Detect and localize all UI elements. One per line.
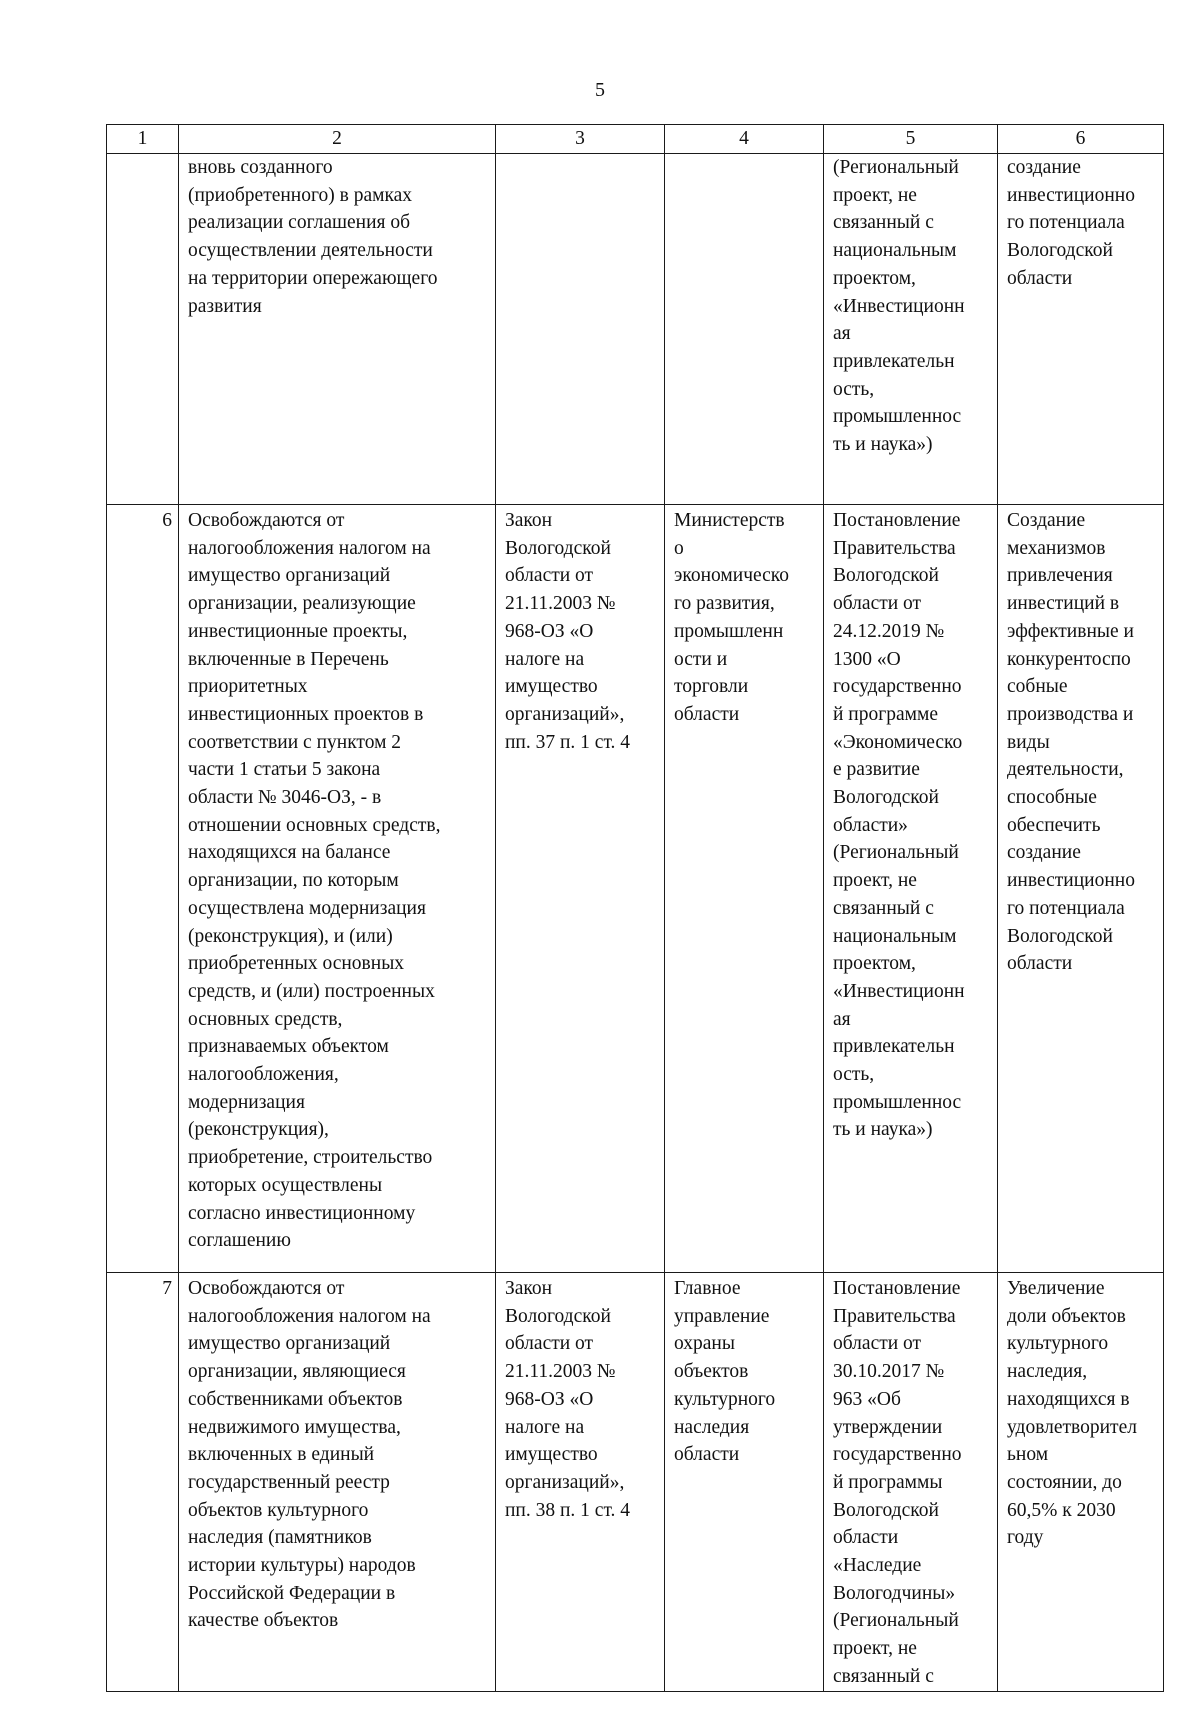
description-cell [179,505,496,1273]
cell-text-line: ть и наука») [833,1119,933,1141]
header-cell-1: 1 [107,125,179,154]
cell-text-line: пп. 38 п. 1 ст. 4 [505,1499,631,1521]
cell-text-line: конкурентоспо [1007,648,1131,670]
cell-text-line: Освобождаются от [188,510,345,531]
cell-text-line: инвестиционные проекты, [188,620,408,642]
cell-text-line: Главное [674,1278,741,1299]
cell-text-line: Правительства [833,537,956,559]
cell-text-line: развития [188,295,262,317]
cell-text-line: Постановление [833,1278,961,1299]
document-table [106,124,1164,1692]
cell-text-line: обеспечить [1007,814,1101,836]
cell-text-line: механизмов [1007,537,1106,559]
cell-text-line: организации, по которым [188,870,399,892]
cell-text-line: налогообложения налогом на [188,537,431,559]
cell-text-line: создание [1007,157,1081,178]
cell-text-line: основных средств, [188,1008,343,1030]
goal-cell [998,1273,1164,1692]
cell-text-line: Создание [1007,510,1086,531]
cell-text-line: приобретенных основных [188,953,405,975]
cell-text-line: (Региональный [833,1610,959,1632]
cell-text-line: пп. 37 п. 1 ст. 4 [505,731,631,753]
cell-text-line: способные [1007,787,1097,809]
cell-text-line: эффективные и [1007,620,1134,642]
cell-text-line: году [1007,1527,1044,1549]
cell-text-line: государственно [833,1444,962,1466]
cell-text-line: деятельности, [1007,759,1124,781]
cell-text-line: вновь созданного [188,157,333,178]
cell-text-line: соглашению [188,1230,291,1252]
cell-text-line: проект, не [833,870,917,892]
cell-text-line: Закон [505,510,553,531]
cell-text-line: инвестиционно [1007,184,1135,206]
cell-text-line: находящихся в [1007,1388,1130,1410]
cell-text-line: «Наследие [833,1555,922,1577]
cell-text-line: налогообложения налогом на [188,1305,431,1327]
cell-text-line: области [1007,953,1073,975]
cell-text-line: имущество организаций [188,565,391,587]
cell-text-line: торговли [674,676,749,698]
header-cell-3: 3 [496,125,665,154]
cell-text-line: Увеличение [1007,1278,1105,1299]
cell-text-line: й программе [833,703,938,725]
cell-text-line: области от [833,593,922,615]
cell-text-line: ая [833,1008,851,1030]
cell-text-line: го потенциала [1007,212,1125,234]
cell-text-line: охраны [674,1333,735,1355]
goal-cell [998,154,1164,505]
cell-text-line: экономическо [674,565,790,587]
cell-text-line: проект, не [833,184,917,206]
cell-text-line: приоритетных [188,676,308,698]
cell-text-line: й программы [833,1471,943,1493]
cell-text-line: области № 3046-ОЗ, - в [188,787,382,809]
cell-text-line: ости и [674,648,728,670]
cell-text-line: проектом, [833,267,916,289]
cell-text-line: Вологодской [505,1305,611,1327]
cell-text-line: управление [674,1305,770,1327]
cell-text-line: Вологодской [505,537,611,559]
cell-text-line: связанный с [833,1665,934,1687]
cell-text-line: на территории опережающего [188,267,438,289]
cell-text-line: объектов [674,1361,749,1383]
cell-text-line: 21.11.2003 № [505,1361,616,1383]
description-cell [179,1273,496,1692]
cell-text-line: ть и наука») [833,434,933,456]
cell-text-line: инвестиционно [1007,870,1135,892]
table-header-row [107,125,1164,154]
cell-text-line: государственный реестр [188,1471,390,1493]
cell-text-line: согласно инвестиционному [188,1202,416,1224]
cell-text-line: производства и [1007,703,1134,725]
cell-text-line: виды [1007,731,1050,753]
cell-text-line: (реконструкция), и (или) [188,925,393,947]
cell-text-line: го развития, [674,593,775,615]
cell-text-line: 963 «Об [833,1388,901,1410]
cell-text-line: находящихся на балансе [188,842,391,864]
cell-text-line: средств, и (или) построенных [188,980,435,1002]
header-cell-4: 4 [665,125,824,154]
cell-text-line: области [674,1444,740,1466]
cell-text-line: (реконструкция), [188,1119,329,1141]
cell-text-line: имущество [505,676,598,698]
cell-text-line: промышленн [674,620,784,642]
cell-text-line: Закон [505,1278,553,1299]
description-cell [179,154,496,505]
cell-text-line: (Региональный [833,157,959,178]
cell-text-line: «Экономическо [833,731,963,753]
cell-text-line: (Региональный [833,842,959,864]
cell-text-line: «Инвестиционн [833,980,965,1002]
cell-text-line: организации, реализующие [188,593,416,615]
cell-text-line: области от [833,1333,922,1355]
cell-text-line: которых осуществлены [188,1174,383,1196]
cell-text-line: удовлетворител [1007,1416,1137,1438]
cell-text-line: осуществлении деятельности [188,240,433,262]
cell-text-line: организаций», [505,703,625,725]
cell-text-line: истории культуры) народов [188,1555,416,1577]
cell-text-line: наследия [674,1416,750,1438]
cell-text-line: культурного [1007,1333,1109,1355]
cell-text-line: недвижимого имущества, [188,1416,401,1438]
cell-text-line: Министерств [674,510,785,531]
cell-text-line: Российской Федерации в [188,1582,396,1604]
page-number: 5 [595,79,605,101]
cell-text-line: имущество организаций [188,1333,391,1355]
cell-text-line: проектом, [833,953,916,975]
cell-text-line: Правительства [833,1305,956,1327]
legal-basis-cell [496,154,665,505]
cell-text-line: Вологодской [833,787,939,809]
cell-text-line: Вологодчины» [833,1582,956,1604]
cell-text-line: проект, не [833,1638,917,1660]
cell-text-line: собственниками объектов [188,1388,403,1410]
cell-text-line: осуществлена модернизация [188,897,426,919]
authority-cell [665,1273,824,1692]
cell-text-line: го потенциала [1007,897,1125,919]
cell-text-line: ая [833,323,851,345]
legal-basis-cell [496,505,665,1273]
cell-text-line: области [833,1527,899,1549]
cell-text-line: модернизация [188,1091,305,1113]
header-cell-5: 5 [824,125,998,154]
cell-text-line: налогообложения, [188,1064,339,1086]
cell-text-line: имущество [505,1444,598,1466]
cell-text-line: состоянии, до [1007,1471,1122,1493]
cell-text-line: области» [833,814,908,836]
cell-text-line: наследия (памятников [188,1527,372,1549]
cell-text-line: налоге на [505,648,585,670]
cell-text-line: (приобретенного) в рамках [188,184,413,206]
cell-text-line: объектов культурного [188,1499,369,1521]
cell-text-line: собные [1007,676,1068,698]
cell-text-line: включенные в Перечень [188,648,389,670]
cell-text-line: Вологодской [1007,925,1113,947]
cell-text-line: 24.12.2019 № [833,620,945,642]
header-cell-2: 2 [179,125,496,154]
cell-text-line: инвестиционных проектов в [188,703,424,725]
cell-text-line: области [674,703,740,725]
cell-text-line: создание [1007,842,1081,864]
cell-text-line: связанный с [833,897,934,919]
cell-text-line: области [1007,267,1073,289]
cell-text-line: 21.11.2003 № [505,593,616,615]
cell-text-line: ость, [833,1064,875,1086]
cell-text-line: привлекательн [833,1036,955,1058]
cell-text-line: качестве объектов [188,1610,339,1632]
cell-text-line: организации, являющиеся [188,1361,406,1383]
cell-text-line: признаваемых объектом [188,1036,389,1058]
cell-text-line: культурного [674,1388,776,1410]
cell-text-line: е развитие [833,759,920,781]
cell-text-line: отношении основных средств, [188,814,441,836]
cell-text-line: о [674,537,684,559]
cell-text-line: доли объектов [1007,1305,1126,1327]
program-cell [824,505,998,1273]
cell-text-line: включенных в единый [188,1444,375,1466]
cell-text-line: 30.10.2017 № [833,1361,945,1383]
cell-text-line: утверждении [833,1416,943,1438]
cell-text-line: ость, [833,378,875,400]
cell-text-line: Освобождаются от [188,1278,345,1299]
cell-text-line: 968-ОЗ «О [505,620,594,642]
goal-cell [998,505,1164,1273]
cell-text-line: организаций», [505,1471,625,1493]
cell-text-line: наследия, [1007,1361,1088,1383]
program-cell [824,1273,998,1692]
cell-text-line: реализации соглашения об [188,212,411,234]
table-row [107,154,1164,505]
cell-text-line: приобретение, строительство [188,1147,433,1169]
row-number-cell [107,154,179,505]
cell-text-line: 968-ОЗ «О [505,1388,594,1410]
cell-text-line: инвестиций в [1007,593,1120,615]
legal-basis-cell [496,1273,665,1692]
cell-text-line: национальным [833,925,957,947]
cell-text-line: ьном [1007,1444,1049,1466]
row-number-cell: 7 [107,1273,179,1692]
cell-text-line: Вологодской [833,565,939,587]
table-row [107,1273,1164,1692]
cell-text-line: области от [505,565,594,587]
cell-text-line: привлекательн [833,350,955,372]
cell-text-line: «Инвестиционн [833,295,965,317]
cell-text-line: Постановление [833,510,961,531]
cell-text-line: налоге на [505,1416,585,1438]
cell-text-line: промышленнос [833,406,962,428]
header-cell-6: 6 [998,125,1164,154]
authority-cell [665,154,824,505]
cell-text-line: привлечения [1007,565,1113,587]
row-number-cell: 6 [107,505,179,1273]
cell-text-line: 60,5% к 2030 [1007,1499,1116,1521]
program-cell [824,154,998,505]
authority-cell [665,505,824,1273]
cell-text-line: Вологодской [1007,240,1113,262]
cell-text-line: государственно [833,676,962,698]
cell-text-line: соответствии с пунктом 2 [188,731,402,753]
cell-text-line: области от [505,1333,594,1355]
cell-text-line: связанный с [833,212,934,234]
table-row [107,505,1164,1273]
cell-text-line: национальным [833,240,957,262]
cell-text-line: части 1 статьи 5 закона [188,759,381,781]
cell-text-line: промышленнос [833,1091,962,1113]
cell-text-line: Вологодской [833,1499,939,1521]
cell-text-line: 1300 «О [833,648,901,670]
